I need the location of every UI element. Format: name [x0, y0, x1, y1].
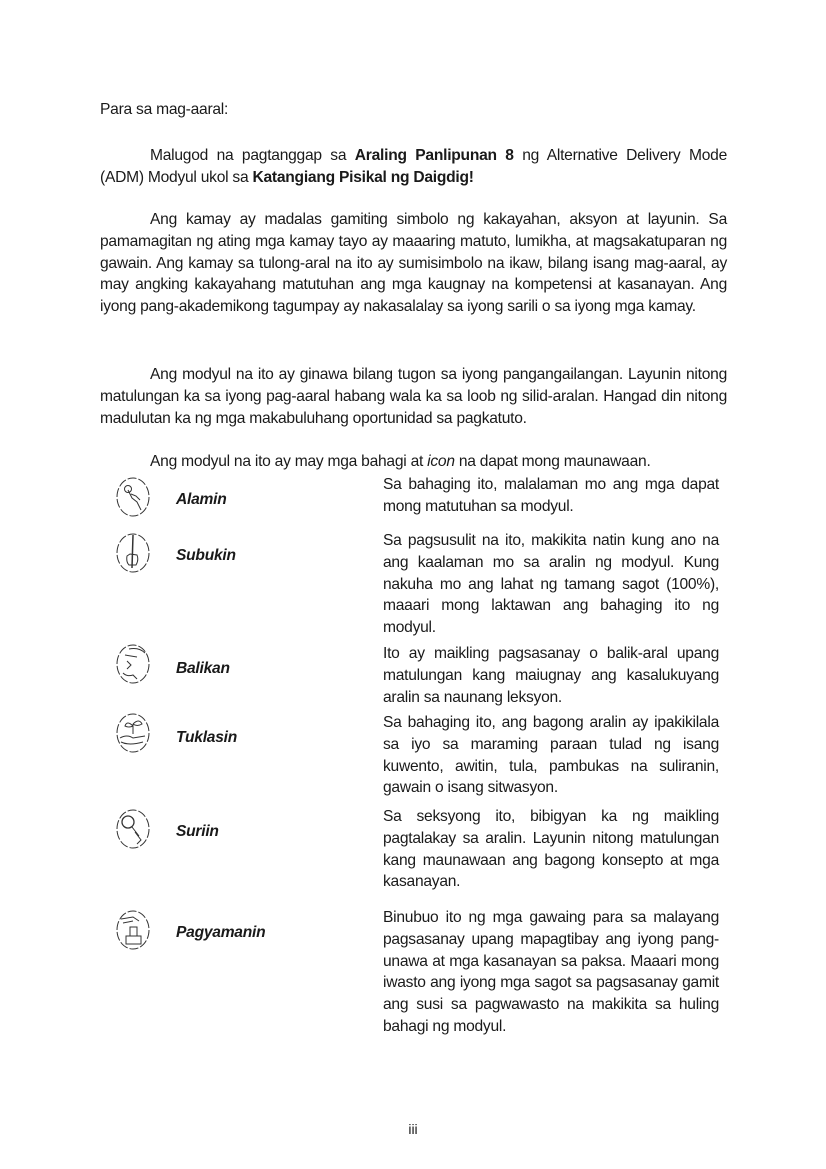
paragraph-text: Ang kamay ay madalas gamiting simbolo ng kakayahan, aksyon at layunin. Sa pamamagitan ng ating mga kamay tayo ay maaaring matuto, lumikha, at magsakatuparan ng gawain. Ang kamay sa tulong-aral na ito ay sumisimbolo na ikaw, bilang isang mag-aaral, ay may angking kakayahang matutuhan ang mga kaugnay na kompetensi at kasanayan. Ang iyong pang-akademikong tagumpay ay nakasalalay sa iyong sarili o sa iyong mga kamay.: [100, 211, 727, 316]
intro-text: ng Alternative Delivery Mode (ADM) Modyul ukol sa: [100, 147, 727, 186]
parts-intro: [150, 451, 750, 473]
module-topic: Katangiang Pisikal ng Daigdig!: [252, 168, 474, 186]
paragraph-text: Ang modyul na ito ay ginawa bilang tugon sa iyong pangangailangan. Layunin nitong matulungan ka sa iyong pag-aaral habang wala ka sa loob ng silid-aralan. Hangad din nitong madulutan ka ng mga makabuluhang oportunidad sa pagkatuto.: [100, 366, 727, 427]
section-label: Alamin: [176, 491, 227, 508]
section-description: Sa bahaging ito, malalaman mo ang mga dapat mong matutuhan sa modyul.: [383, 476, 719, 515]
parts-intro-text: na dapat mong maunawaan.: [454, 453, 651, 470]
section-description: Sa bahaging ito, ang bagong aralin ay ipakikilala sa iyo sa maraming paraan tulad ng isang kuwento, awitin, tula, pambukas na suliranin, gawain o isang sitwasyon.: [383, 714, 719, 797]
module-purpose-paragraph: [100, 364, 727, 429]
section-label: Pagyamanin: [176, 924, 266, 941]
section-description: Binubuo ito ng mga gawaing para sa malayang pagsasanay upang mapagtibay ang iyong pang-unawa at mga kasanayan sa paksa. Maaari mong iwasto ang iyong mga sagot sa pagsasanay gamit ang susi sa pagwawasto na makikita sa huling bahagi ng modyul.: [383, 909, 719, 1035]
magnifying-glass-icon: [115, 808, 151, 850]
intro-text: Malugod na pagtanggap sa: [150, 147, 355, 164]
page-number: iii: [408, 1121, 418, 1137]
section-description: Ito ay maikling pagsasanay o balik-aral upang matulungan kang maiugnay ang kasalukuyang aralin sa naunang leksyon.: [383, 645, 719, 706]
intro-paragraph: [100, 145, 727, 189]
section-label: Balikan: [176, 660, 230, 677]
section-label: Tuklasin: [176, 729, 237, 746]
hand-symbol-paragraph: [100, 209, 727, 318]
section-label: Suriin: [176, 823, 219, 840]
pointing-hand-icon: [115, 476, 151, 518]
icon-word: icon: [427, 453, 455, 470]
hand-with-plant-icon: [115, 712, 151, 754]
hand-stacking-blocks-icon: [115, 909, 151, 951]
section-description: Sa pagsusulit na ito, makikita natin kung ano na ang kaalaman mo sa aralin ng modyul. Kung nakuha mo ang lahat ng tamang sagot (100%), maaari mong laktawan ang bahaging ito ng modyul.: [383, 532, 719, 637]
hand-reviewing-icon: [115, 643, 151, 685]
parts-intro-text: Ang modyul na ito ay may mga bahagi at: [150, 453, 428, 470]
section-label: Subukin: [176, 547, 236, 564]
subject-name: Araling Panlipunan 8: [354, 147, 514, 164]
hand-holding-pencil-icon: [115, 532, 151, 574]
greeting: Para sa mag-aaral:: [100, 101, 229, 118]
section-description: Sa seksyong ito, bibigyan ka ng maikling pagtalakay sa aralin. Layunin nitong matulungan kang maunawaan ang bagong konsepto at mga kasanayan.: [383, 808, 719, 891]
